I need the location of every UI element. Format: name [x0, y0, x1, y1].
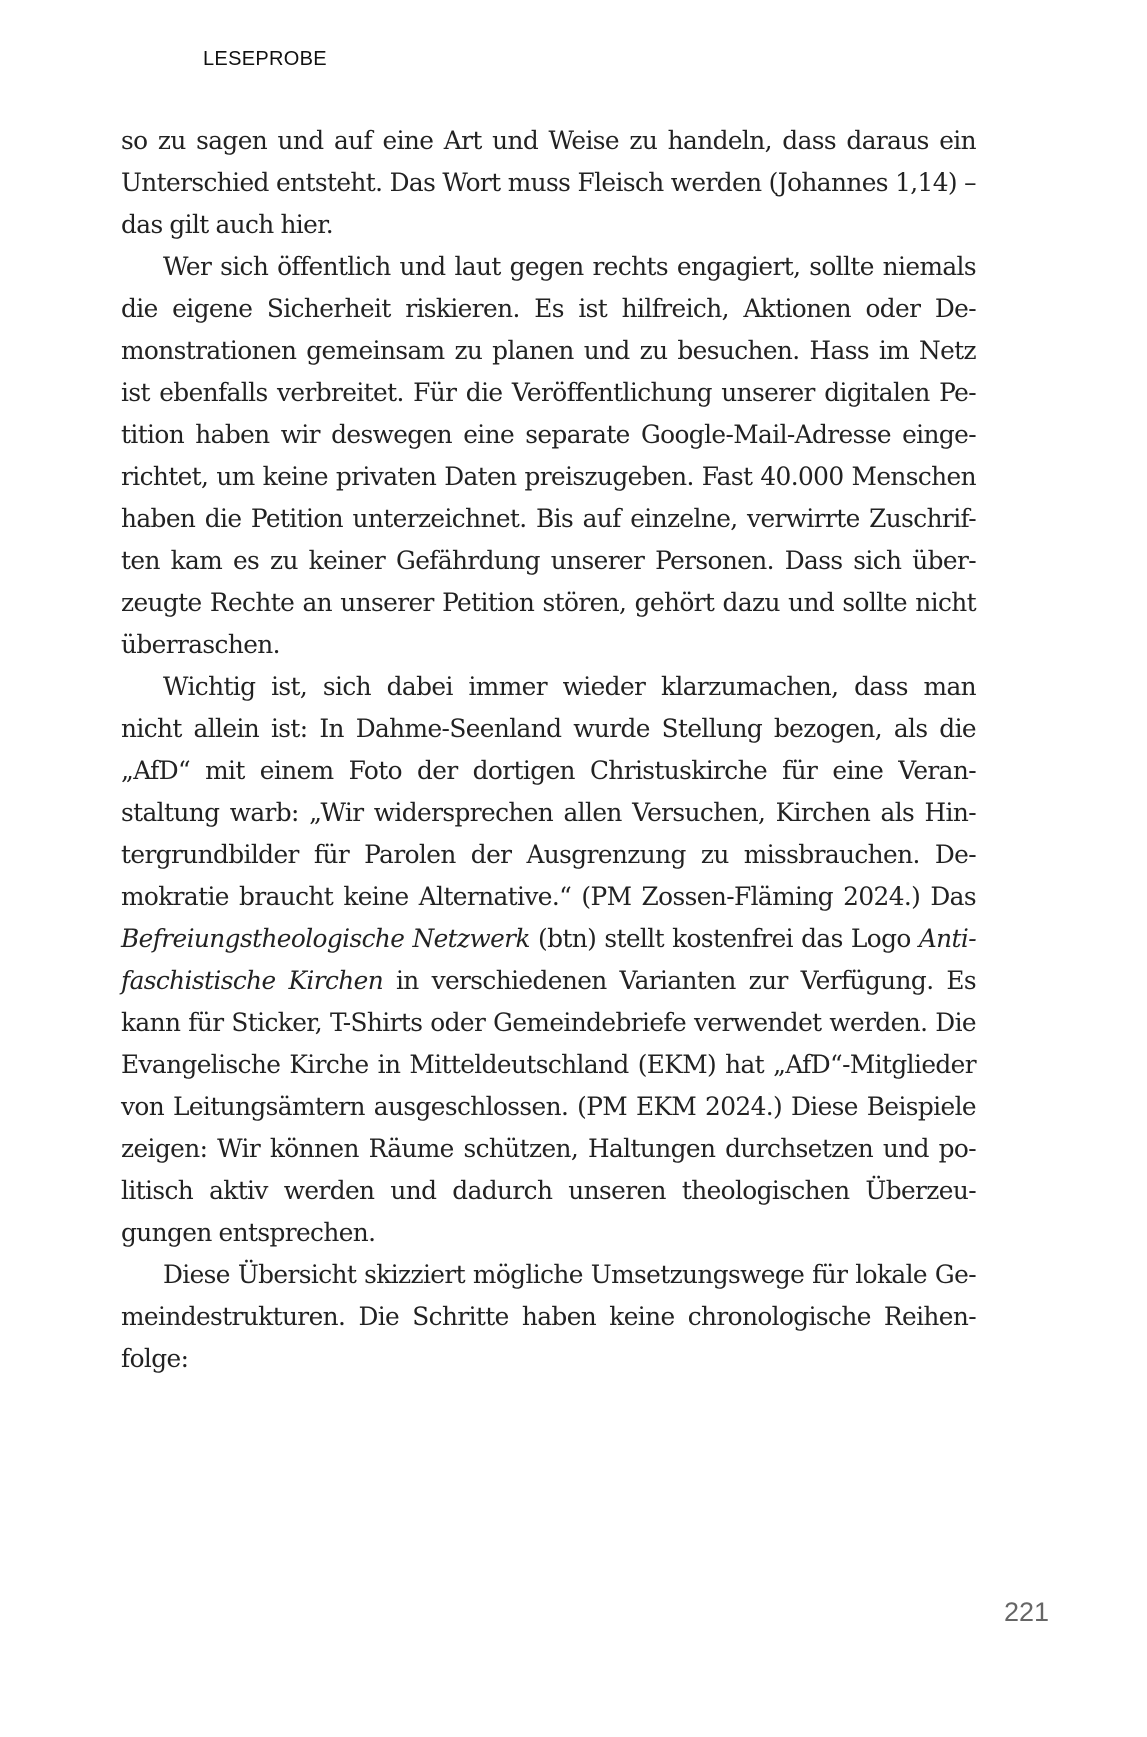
text-line: zeigen: Wir können Räume schützen, Haltungen durchsetzen und po-	[121, 1134, 976, 1163]
text-line: nicht allein ist: In Dahme-Seenland wurde Stellung bezogen, als die	[121, 714, 976, 743]
text-line: meindestrukturen. Die Schritte haben keine chronologische Reihen-	[121, 1302, 976, 1331]
paragraph-1	[121, 120, 976, 246]
text-line: gungen entsprechen.	[121, 1218, 376, 1247]
text-line	[121, 960, 976, 1002]
text-line: staltung warb: „Wir widersprechen allen Versuchen, Kirchen als Hin-	[121, 798, 976, 827]
text-line	[121, 918, 976, 960]
text-line: Evangelische Kirche in Mitteldeutschland (EKM) hat „AfD“-Mitglieder	[121, 1050, 976, 1079]
text-segment: in verschiedenen Varianten zur Verfügung. Es	[383, 966, 976, 995]
text-line: von Leitungsämtern ausgeschlossen. (PM EKM 2024.) Diese Beispiele	[121, 1092, 976, 1121]
text-line: haben die Petition unterzeichnet. Bis auf einzelne, verwirrte Zuschrif-	[121, 504, 976, 533]
text-line: so zu sagen und auf eine Art und Weise zu handeln, dass daraus ein	[121, 126, 976, 155]
text-line: die eigene Sicherheit riskieren. Es ist hilfreich, Aktionen oder De-	[121, 294, 976, 323]
paragraph-4	[121, 1254, 976, 1380]
running-head: LESEPROBE	[203, 48, 327, 70]
text-line: folge:	[121, 1344, 189, 1373]
italic-title: faschistische Kirchen	[121, 966, 384, 995]
page-number: 221	[1004, 1597, 1050, 1627]
text-line: „AfD“ mit einem Foto der dortigen Christuskirche für eine Veran-	[121, 756, 976, 785]
text-line: ten kam es zu keiner Gefährdung unserer Personen. Dass sich über-	[121, 546, 976, 575]
italic-title: Befreiungstheologische Netzwerk	[121, 924, 530, 953]
text-line: das gilt auch hier.	[121, 210, 334, 239]
text-line: tition haben wir deswegen eine separate Google-Mail-Adresse einge-	[121, 420, 976, 449]
text-line: Unterschied entsteht. Das Wort muss Fleisch werden (Johannes 1,14) –	[121, 168, 976, 197]
text-line: tergrundbilder für Parolen der Ausgrenzung zu missbrauchen. De-	[121, 840, 976, 869]
text-line: kann für Sticker, T-Shirts oder Gemeindebriefe verwendet werden. Die	[121, 1008, 976, 1037]
paragraph-2	[121, 246, 976, 666]
paragraph-3	[121, 666, 976, 1254]
text-line: zeugte Rechte an unserer Petition stören, gehört dazu und sollte nicht	[121, 588, 976, 617]
text-line: ist ebenfalls verbreitet. Für die Veröffentlichung unserer digitalen Pe-	[121, 378, 976, 407]
text-line: Wichtig ist, sich dabei immer wieder klarzumachen, dass man	[163, 672, 976, 701]
text-line: monstrationen gemeinsam zu planen und zu besuchen. Hass im Netz	[121, 336, 976, 365]
italic-title: Anti-	[918, 924, 977, 953]
text-line: mokratie braucht keine Alternative.“ (PM Zossen-Fläming 2024.) Das	[121, 882, 976, 911]
text-line: litisch aktiv werden und dadurch unseren theologischen Überzeu-	[121, 1176, 976, 1205]
text-line: richtet, um keine privaten Daten preiszugeben. Fast 40.000 Menschen	[121, 462, 976, 491]
text-segment: (btn) stellt kostenfrei das Logo	[529, 924, 919, 953]
text-line: überraschen.	[121, 630, 280, 659]
body-text	[121, 120, 976, 1380]
text-line: Diese Übersicht skizziert mögliche Umsetzungswege für lokale Ge-	[163, 1260, 976, 1289]
text-line: Wer sich öffentlich und laut gegen rechts engagiert, sollte niemals	[163, 252, 976, 281]
